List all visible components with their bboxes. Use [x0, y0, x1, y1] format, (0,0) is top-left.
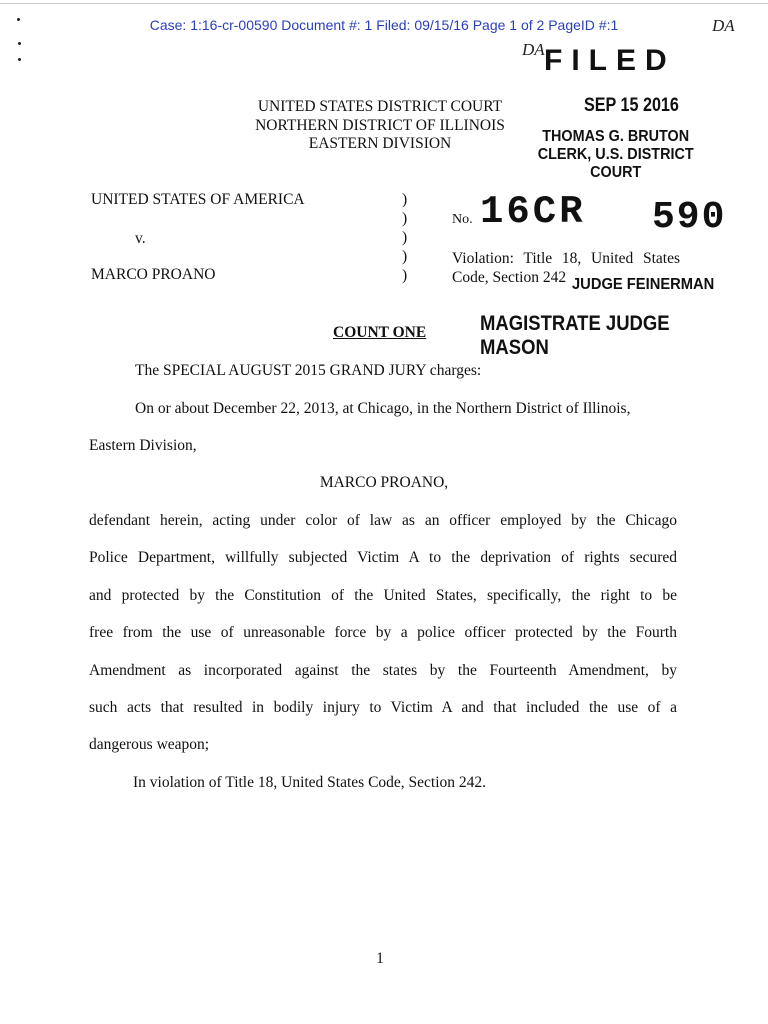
margin-mark — [18, 58, 21, 61]
caption-paren: ) — [402, 229, 408, 246]
court-heading — [180, 98, 580, 154]
handwritten-initials: DA — [712, 16, 735, 35]
filed-stamp: FILED — [544, 44, 676, 77]
charge-line: Police Department, willfully subjected Victim A to the deprivation of rights secured — [89, 549, 677, 566]
clerk-name: THOMAS G. BRUTON — [542, 128, 690, 145]
caption-versus: v. — [135, 230, 146, 247]
date-place-line: On or about December 22, 2013, at Chicago, in the Northern District of Illinois, — [135, 400, 631, 417]
case-number-value: 590 — [652, 196, 727, 239]
handwritten-initials: DA — [522, 40, 545, 59]
filed-date-stamp: SEP 15 2016 — [584, 95, 679, 116]
ecf-header: Case: 1:16-cr-00590 Document #: 1 Filed: 09/15/16 Page 1 of 2 PageID #:1 — [149, 17, 619, 33]
caption-paren: ) — [402, 267, 408, 284]
charge-line: and protected by the Constitution of the United States, specifically, the right to be — [89, 587, 677, 604]
case-number-label: No. — [452, 212, 473, 227]
charge-line: free from the use of unreasonable force by a police officer protected by the Fourth — [89, 624, 677, 641]
count-title: COUNT ONE — [333, 324, 427, 341]
division-line: Eastern Division, — [89, 437, 197, 454]
judge-stamp: JUDGE FEINERMAN — [572, 276, 715, 293]
case-number-prefix: 16CR — [480, 190, 586, 234]
caption-paren: ) — [402, 210, 408, 227]
court-division: EASTERN DIVISION — [308, 135, 452, 152]
caption-plaintiff: UNITED STATES OF AMERICA — [91, 191, 305, 208]
charge-line: such acts that resulted in bodily injury to Victim A and that included the use of a — [89, 699, 677, 716]
grand-jury-line: The SPECIAL AUGUST 2015 GRAND JURY charges: — [135, 362, 482, 379]
clerk-title: CLERK, U.S. DISTRICT COURT — [537, 146, 694, 181]
charge-line: Amendment as incorporated against the states by the Fourteenth Amendment, by — [89, 662, 677, 679]
violation-statement: In violation of Title 18, United States Code, Section 242. — [133, 774, 487, 791]
charge-line: defendant herein, acting under color of law as an officer employed by the Chicago — [89, 512, 677, 529]
violation-citation: Violation: Title 18, United States Code, Section 242 — [452, 250, 680, 286]
magistrate-stamp: MAGISTRATE JUDGE MASON — [480, 312, 670, 359]
defendant-name: MARCO PROANO, — [319, 474, 449, 491]
caption-paren: ) — [402, 248, 408, 265]
charge-line: dangerous weapon; — [89, 736, 210, 753]
margin-mark — [18, 42, 21, 45]
page-number: 1 — [376, 950, 384, 967]
caption-defendant: MARCO PROANO — [91, 266, 216, 283]
caption-paren: ) — [402, 191, 408, 208]
court-name: UNITED STATES DISTRICT COURT — [257, 98, 503, 115]
scan-top-edge — [0, 3, 768, 4]
court-district: NORTHERN DISTRICT OF ILLINOIS — [255, 116, 505, 134]
